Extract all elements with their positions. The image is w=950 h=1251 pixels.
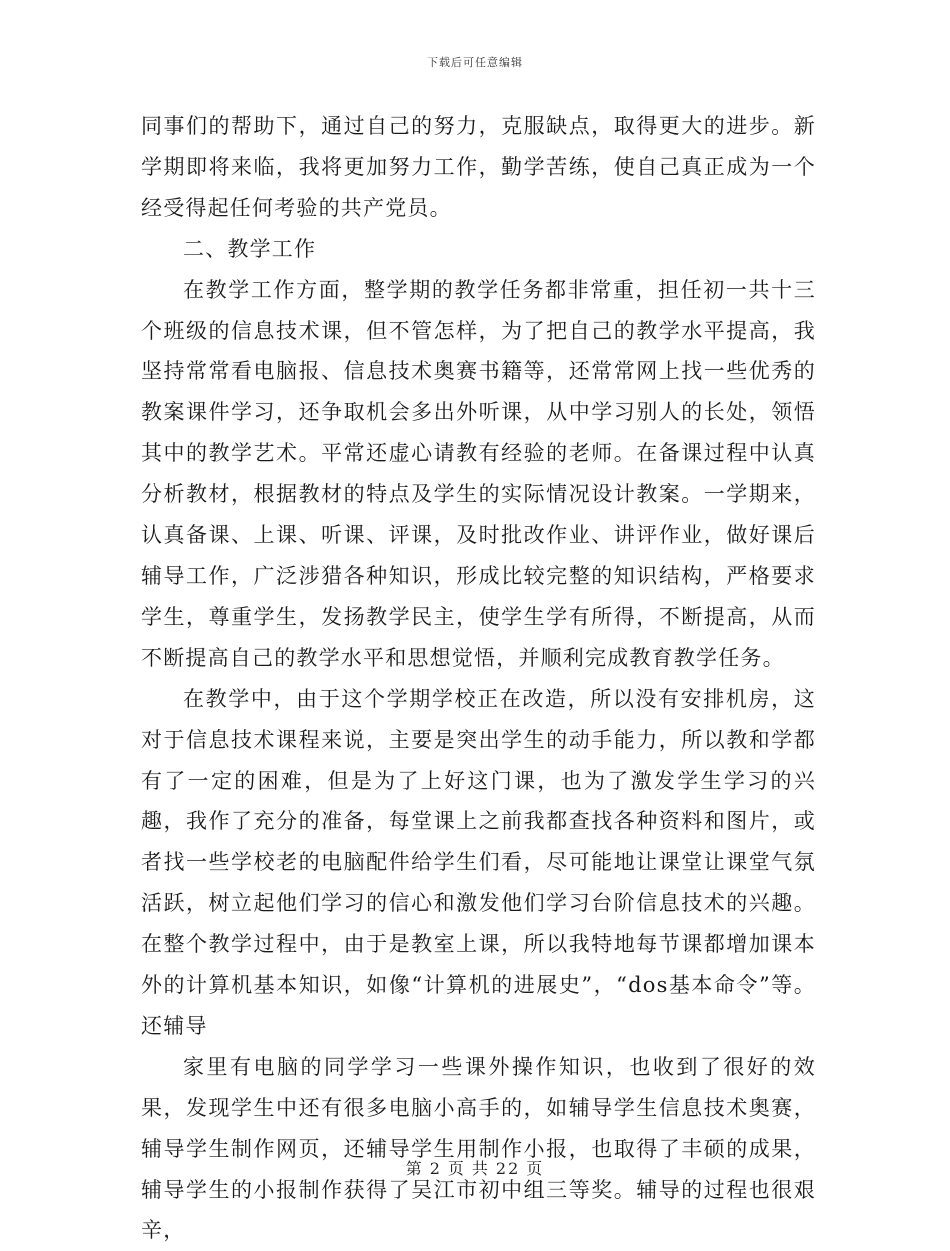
paragraph: 家里有电脑的同学学习一些课外操作知识，也收到了很好的效果，发现学生中还有很多电脑小高手的，如辅导学生信息技术奥赛，辅导学生制作网页，还辅导学生用制作小报，也取得了丰硕的成果，辅导学生的小报制作获得了吴江市初中组三等奖。辅导的过程也很艰辛，	[141, 1054, 816, 1243]
document-body	[141, 106, 816, 1251]
footer-total-word: 共	[471, 1159, 490, 1178]
page-header-note: 下载后可任意编辑	[427, 56, 523, 69]
current-page-number: 2	[429, 1159, 442, 1178]
section-heading: 二、教学工作	[183, 236, 317, 261]
paragraph: 在教学工作方面，整学期的教学任务都非常重，担任初一共十三个班级的信息技术课，但不管怎样，为了把自己的教学水平提高，我坚持常常看电脑报、信息技术奥赛书籍等，还常常网上找一些优秀的教案课件学习，还争取机会多出外听课，从中学习别人的长处，领悟其中的教学艺术。平常还虚心请教有经验的老师。在备课过程中认真分析教材，根据教材的特点及学生的实际情况设计教案。一学期来，认真备课、上课、听课、评课，及时批改作业、讲评作业，做好课后辅导工作，广泛涉猎各种知识，形成比较完整的知识结构，严格要求学生，尊重学生，发扬教学民主，使学生学有所得，不断提高，从而不断提高自己的教学水平和思想觉悟，并顺利完成教育教学任务。	[141, 277, 816, 670]
total-page-count: 22	[495, 1159, 521, 1178]
footer-suffix: 页	[526, 1159, 545, 1178]
paragraph-continuation: 同事们的帮助下，通过自己的努力，克服缺点，取得更大的进步。新学期即将来临，我将更加努力工作，勤学苦练，使自己真正成为一个经受得起任何考验的共产党员。	[141, 114, 816, 220]
paragraph: 在教学中，由于这个学期学校正在改造，所以没有安排机房，这对于信息技术课程来说，主要是突出学生的动手能力，所以教和学都有了一定的困难，但是为了上好这门课，也为了激发学生学习的兴趣，我作了充分的准备，每堂课上之前我都查找各种资料和图片，或者找一些学校老的电脑配件给学生们看，尽可能地让课堂让课堂气氛活跃，树立起他们学习的信心和激发他们学习台阶信息技术的兴趣。在整个教学过程中，由于是教室上课，所以我特地每节课都增加课本外的计算机基本知识，如像“计算机的进展史”，“dos基本命令”等。还辅导	[141, 686, 816, 1038]
page-footer	[0, 1156, 950, 1179]
footer-page-word: 页	[447, 1159, 466, 1178]
footer-prefix: 第	[405, 1159, 424, 1178]
